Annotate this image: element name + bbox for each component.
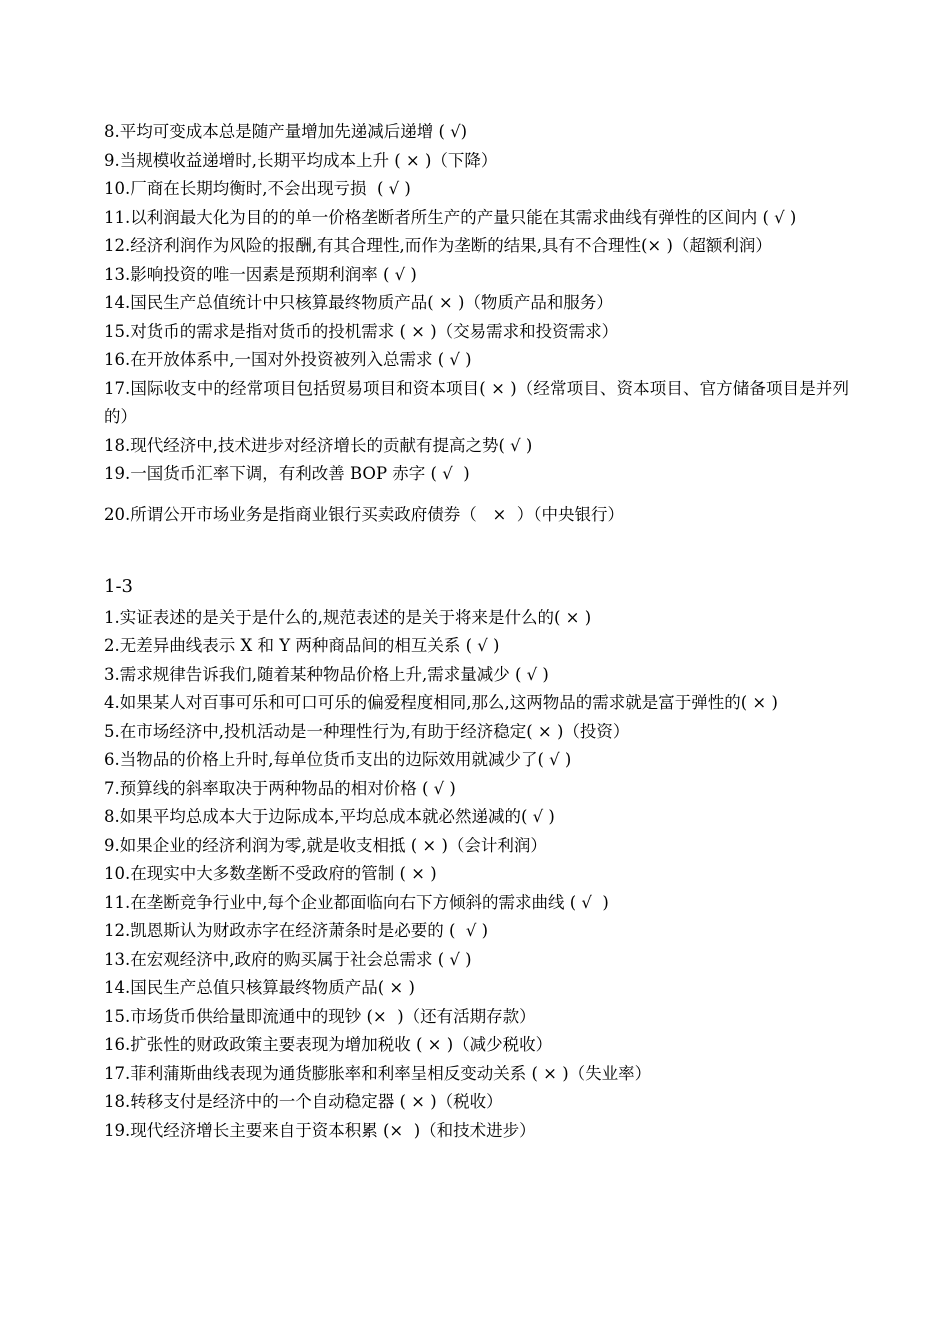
- list-item: 16.在开放体系中,一国对外投资被列入总需求 ( √ ): [104, 350, 472, 369]
- list-item: 5.在市场经济中,投机活动是一种理性行为,有助于经济稳定( × )（投资）: [104, 721, 630, 741]
- list-item: 18.转移支付是经济中的一个自动稳定器 ( × )（税收）: [104, 1092, 503, 1111]
- list-item: 3.需求规律告诉我们,随着某种物品价格上升,需求量减少 ( √ ): [104, 664, 549, 684]
- list-item: 19.一国货币汇率下调，有利改善 BOP 赤字 ( √ ): [104, 464, 470, 483]
- list-item: 17.菲利蒲斯曲线表现为通货膨胀率和利率呈相反变动关系 ( × )（失业率）: [104, 1063, 652, 1083]
- list-item: 16.扩张性的财政政策主要表现为增加税收 ( × )（减少税收）: [104, 1035, 553, 1054]
- list-item: 10.厂商在长期均衡时,不会出现亏损 ( √ ): [104, 179, 411, 198]
- list-item: 2.无差异曲线表示 X 和 Y 两种商品间的相互关系 ( √ ): [104, 636, 500, 655]
- list-item: 14.国民生产总值统计中只核算最终物质产品( × )（物质产品和服务）: [104, 293, 613, 312]
- list-item: 10.在现实中大多数垄断不受政府的管制 ( × ): [104, 864, 437, 883]
- part-two-list: [104, 604, 849, 1146]
- list-item: 9.当规模收益递增时,长期平均成本上升 ( × )（下降）: [104, 150, 498, 170]
- list-item: 9.如果企业的经济利润为零,就是收支相抵 ( × )（会计利润）: [104, 835, 547, 855]
- list-item: 12.凯恩斯认为财政赤字在经济萧条时是必要的 ( √ ): [104, 921, 489, 940]
- list-item: 13.影响投资的唯一因素是预期利润率 ( √ ): [104, 264, 417, 284]
- list-item: 4.如果某人对百事可乐和可口可乐的偏爱程度相同,那么,这两物品的需求就是富于弹性的( × ): [104, 693, 778, 712]
- list-item: 7.预算线的斜率取决于两种物品的相对价格 ( √ ): [104, 778, 456, 798]
- list-item: 8.如果平均总成本大于边际成本,平均总成本就必然递减的( √ ): [104, 807, 555, 826]
- list-item: 15.对货币的需求是指对货币的投机需求 ( × )（交易需求和投资需求）: [104, 321, 619, 341]
- list-item: 18.现代经济中,技术进步对经济增长的贡献有提高之势( √ ): [104, 435, 533, 455]
- part-one-list: [104, 118, 849, 529]
- document-page: [104, 118, 849, 1145]
- list-item: 19.现代经济增长主要来自于资本积累 (× )（和技术进步）: [104, 1120, 536, 1140]
- list-item: 11.以利润最大化为目的的单一价格垄断者所生产的产量只能在其需求曲线有弹性的区间内 ( √ ): [104, 207, 797, 227]
- list-item: 8.平均可变成本总是随产量增加先递减后递增 ( √): [104, 122, 468, 141]
- list-item: 14.国民生产总值只核算最终物质产品( × ): [104, 978, 415, 997]
- list-item: 15.市场货币供给量即流通中的现钞 (× )（还有活期存款）: [104, 1006, 536, 1026]
- list-item: 11.在垄断竞争行业中,每个企业都面临向右下方倾斜的需求曲线 ( √ ): [104, 892, 609, 912]
- list-item: 1.实证表述的是关于是什么的,规范表述的是关于将来是什么的( × ): [104, 607, 592, 627]
- list-item: 17.国际收支中的经常项目包括贸易项目和资本项目( × )（经常项目、资本项目、官方储备项目是并列的）: [104, 378, 849, 426]
- list-item: 6.当物品的价格上升时,每单位货币支出的边际效用就减少了( √ ): [104, 750, 572, 769]
- list-item: 20.所谓公开市场业务是指商业银行买卖政府债券（ × ）（中央银行）: [104, 504, 625, 524]
- list-item: 13.在宏观经济中,政府的购买属于社会总需求 ( √ ): [104, 949, 472, 969]
- section-heading: 1-3: [104, 576, 133, 597]
- list-item: 12.经济利润作为风险的报酬,有其合理性,而作为垄断的结果,具有不合理性(× )（超额利润）: [104, 236, 772, 255]
